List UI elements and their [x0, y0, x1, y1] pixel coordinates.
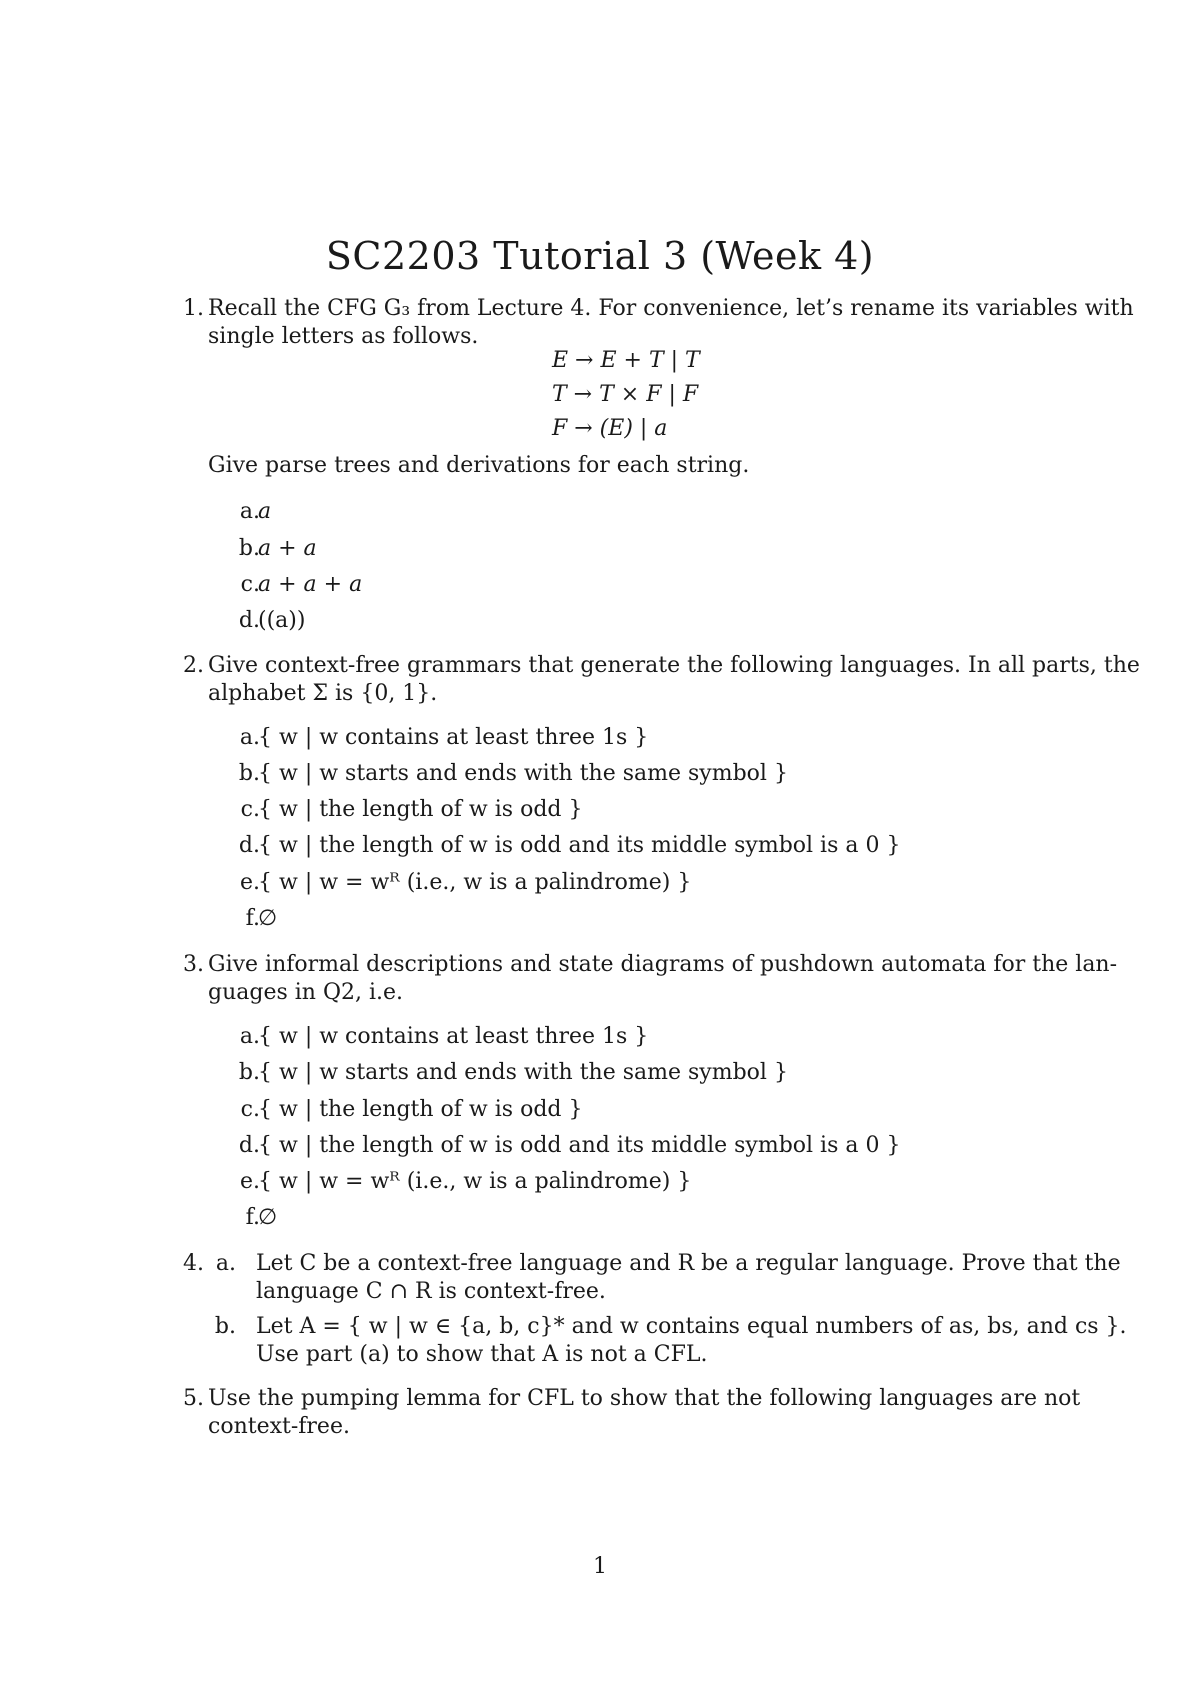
item-label: a. [215, 1251, 236, 1276]
question-line: Give context-free grammars that generate the following languages. In all parts, the [208, 653, 1140, 678]
item-label: c. [240, 1097, 260, 1122]
item-label: a. [239, 725, 260, 750]
item-label: b. [214, 1314, 236, 1339]
item-label: f. [245, 1205, 260, 1230]
question-line: Recall the CFG G₃ from Lecture 4. For convenience, let’s rename its variables with [208, 296, 1134, 321]
question-number: 5. [183, 1386, 204, 1411]
item-text: a [258, 499, 272, 524]
item-text: { w | w = wᴿ (i.e., w is a palindrome) } [258, 1169, 692, 1194]
question-line: Use part (a) to show that A is not a CFL. [256, 1342, 708, 1367]
question-line: Let A = { w | w ∈ {a, b, c}* and w contains equal numbers of as, bs, and cs }. [256, 1314, 1127, 1339]
grammar-rule: F → (E) | a [552, 416, 668, 441]
question-line: Give informal descriptions and state diagrams of pushdown automata for the lan- [208, 952, 1118, 977]
question-line: language C ∩ R is context-free. [256, 1279, 606, 1304]
page-number: 1 [593, 1554, 607, 1579]
question-number: 2. [183, 653, 204, 678]
question-number: 4. [183, 1251, 204, 1276]
item-text: { w | the length of w is odd and its middle symbol is a 0 } [258, 833, 901, 858]
item-text: ∅ [258, 906, 278, 931]
item-text: a + a [258, 536, 317, 561]
question-number: 3. [183, 952, 204, 977]
question-line: context-free. [208, 1414, 350, 1439]
item-text: a + a + a [258, 572, 363, 597]
item-text: { w | w = wᴿ (i.e., w is a palindrome) } [258, 870, 692, 895]
item-label: b. [238, 761, 260, 786]
item-label: a. [239, 499, 260, 524]
item-text: { w | w contains at least three 1s } [258, 725, 649, 750]
item-text: { w | w contains at least three 1s } [258, 1024, 649, 1049]
item-label: d. [238, 833, 260, 858]
item-label: e. [239, 870, 260, 895]
question-line: Let C be a context-free language and R be a regular language. Prove that the [256, 1251, 1121, 1276]
item-label: d. [238, 608, 260, 633]
item-text: { w | the length of w is odd } [258, 797, 583, 822]
item-label: b. [238, 1060, 260, 1085]
grammar-rule: T → T × F | F [552, 382, 699, 407]
item-text: { w | the length of w is odd and its middle symbol is a 0 } [258, 1133, 901, 1158]
item-text: { w | w starts and ends with the same symbol } [258, 761, 788, 786]
question-instruction: Give parse trees and derivations for each string. [208, 453, 750, 478]
item-label: a. [239, 1024, 260, 1049]
item-label: c. [240, 797, 260, 822]
item-label: d. [238, 1133, 260, 1158]
question-line: Use the pumping lemma for CFL to show that the following languages are not [208, 1386, 1081, 1411]
item-text: { w | w starts and ends with the same symbol } [258, 1060, 788, 1085]
item-text: { w | the length of w is odd } [258, 1097, 583, 1122]
item-text: ((a)) [258, 608, 306, 633]
question-line: guages in Q2, i.e. [208, 980, 404, 1005]
grammar-rule: E → E + T | T [552, 348, 700, 373]
item-label: f. [245, 906, 260, 931]
item-label: b. [238, 536, 260, 561]
item-label: c. [240, 572, 260, 597]
item-label: e. [239, 1169, 260, 1194]
question-line: alphabet Σ is {0, 1}. [208, 681, 438, 706]
question-number: 1. [183, 296, 204, 321]
page-title: SC2203 Tutorial 3 (Week 4) [325, 234, 875, 278]
question-line: single letters as follows. [208, 324, 479, 349]
item-text: ∅ [258, 1205, 278, 1230]
